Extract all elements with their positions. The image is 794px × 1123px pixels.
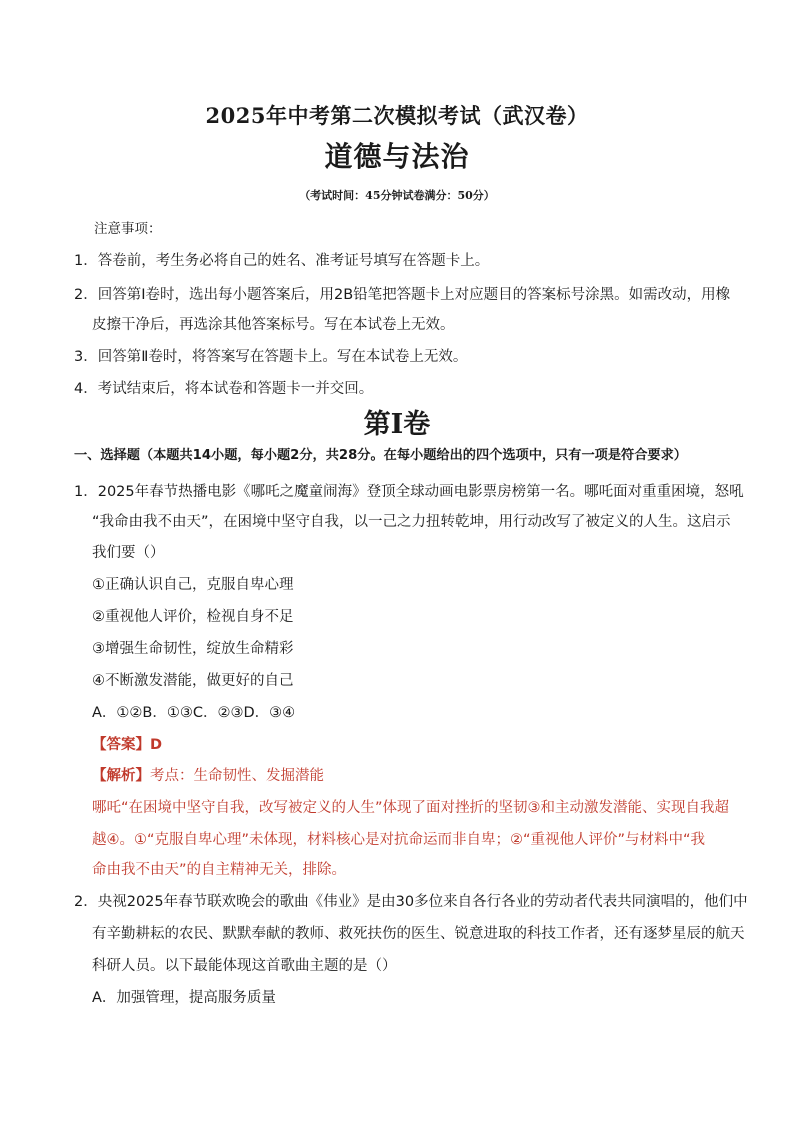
q2-option-a: A．加强管理，提高服务质量	[92, 990, 276, 1006]
note-item-2-cont: 皮擦干净后，再选涂其他答案标号。写在本试卷上无效。	[92, 317, 455, 333]
note-item-4: 4．考试结束后，将本试卷和答题卡一并交回。	[74, 381, 374, 397]
q1-option-3: ③增强生命韧性，绽放生命精彩	[92, 641, 294, 657]
subject-title: 道德与法治	[324, 140, 470, 173]
q1-option-2: ②重视他人评价，检视自身不足	[92, 609, 294, 625]
q1-answer	[92, 738, 162, 753]
analysis-label: 【解析】	[92, 768, 150, 784]
analysis-topic: 考点：生命韧性、发掘潜能	[150, 768, 324, 784]
q1-analysis-line-1: 哪吒“在困境中坚守自我，改写被定义的人生”体现了面对挫折的坚韧③和主动激发潜能、实现自我超	[92, 800, 730, 816]
q2-stem-line-3: 科研人员。以下最能体现这首歌曲主题的是（）	[92, 958, 397, 974]
answer-value: D	[150, 737, 163, 753]
q1-analysis-line-3: 命由我不由天”的自主精神无关，排除。	[92, 862, 347, 878]
notes-heading: 注意事项：	[94, 221, 162, 237]
q2-stem-line-2: 有辛勤耕耘的农民、默默奉献的教师、救死扶伤的医生、锐意进取的科技工作者，还有逐梦星辰的航天	[92, 926, 745, 942]
answer-label: 【答案】	[92, 737, 150, 753]
q1-stem-line-2: “我命由我不由天”，在困境中坚守自我，以一己之力扭转乾坤，用行动改写了被定义的人生。这启示	[92, 514, 731, 530]
q1-choices: A．①②B．①③C．②③D．③④	[92, 705, 296, 721]
q1-option-4: ④不断激发潜能，做更好的自己	[92, 673, 294, 689]
q2-stem-line-1: 2．央视2025年春节联欢晚会的歌曲《伟业》是由30多位来自各行各业的劳动者代表共同演唱的，他们中	[74, 894, 748, 910]
q1-analysis-line-2: 越④。①“克服自卑心理”未体现，材料核心是对抗命运而非自卑；②“重视他人评价”与材料中“我	[92, 832, 706, 848]
exam-info: （考试时间：45分钟试卷满分：50分）	[299, 189, 495, 202]
section-instruction: 一、选择题（本题共14小题，每小题2分，共28分。在每小题给出的四个选项中，只有一项是符合要求）	[74, 448, 687, 463]
section-title: 第Ⅰ卷	[363, 409, 431, 440]
q1-option-1: ①正确认识自己，克服自卑心理	[92, 577, 294, 593]
q1-analysis-heading	[92, 769, 324, 784]
exam-title: 2025年中考第二次模拟考试（武汉卷）	[205, 103, 589, 128]
note-item-2: 2．回答第Ⅰ卷时，选出每小题答案后，用2B铅笔把答题卡上对应题目的答案标号涂黑。如需改动，用橡	[74, 287, 731, 303]
note-item-3: 3．回答第Ⅱ卷时，将答案写在答题卡上。写在本试卷上无效。	[74, 349, 468, 365]
q1-stem-line-1: 1．2025年春节热播电影《哪吒之魔童闹海》登顶全球动画电影票房榜第一名。哪吒面对重重困境，怒吼	[74, 484, 744, 500]
q1-stem-line-3: 我们要（）	[92, 545, 165, 561]
note-item-1: 1．答卷前，考生务必将自己的姓名、准考证号填写在答题卡上。	[74, 253, 490, 269]
